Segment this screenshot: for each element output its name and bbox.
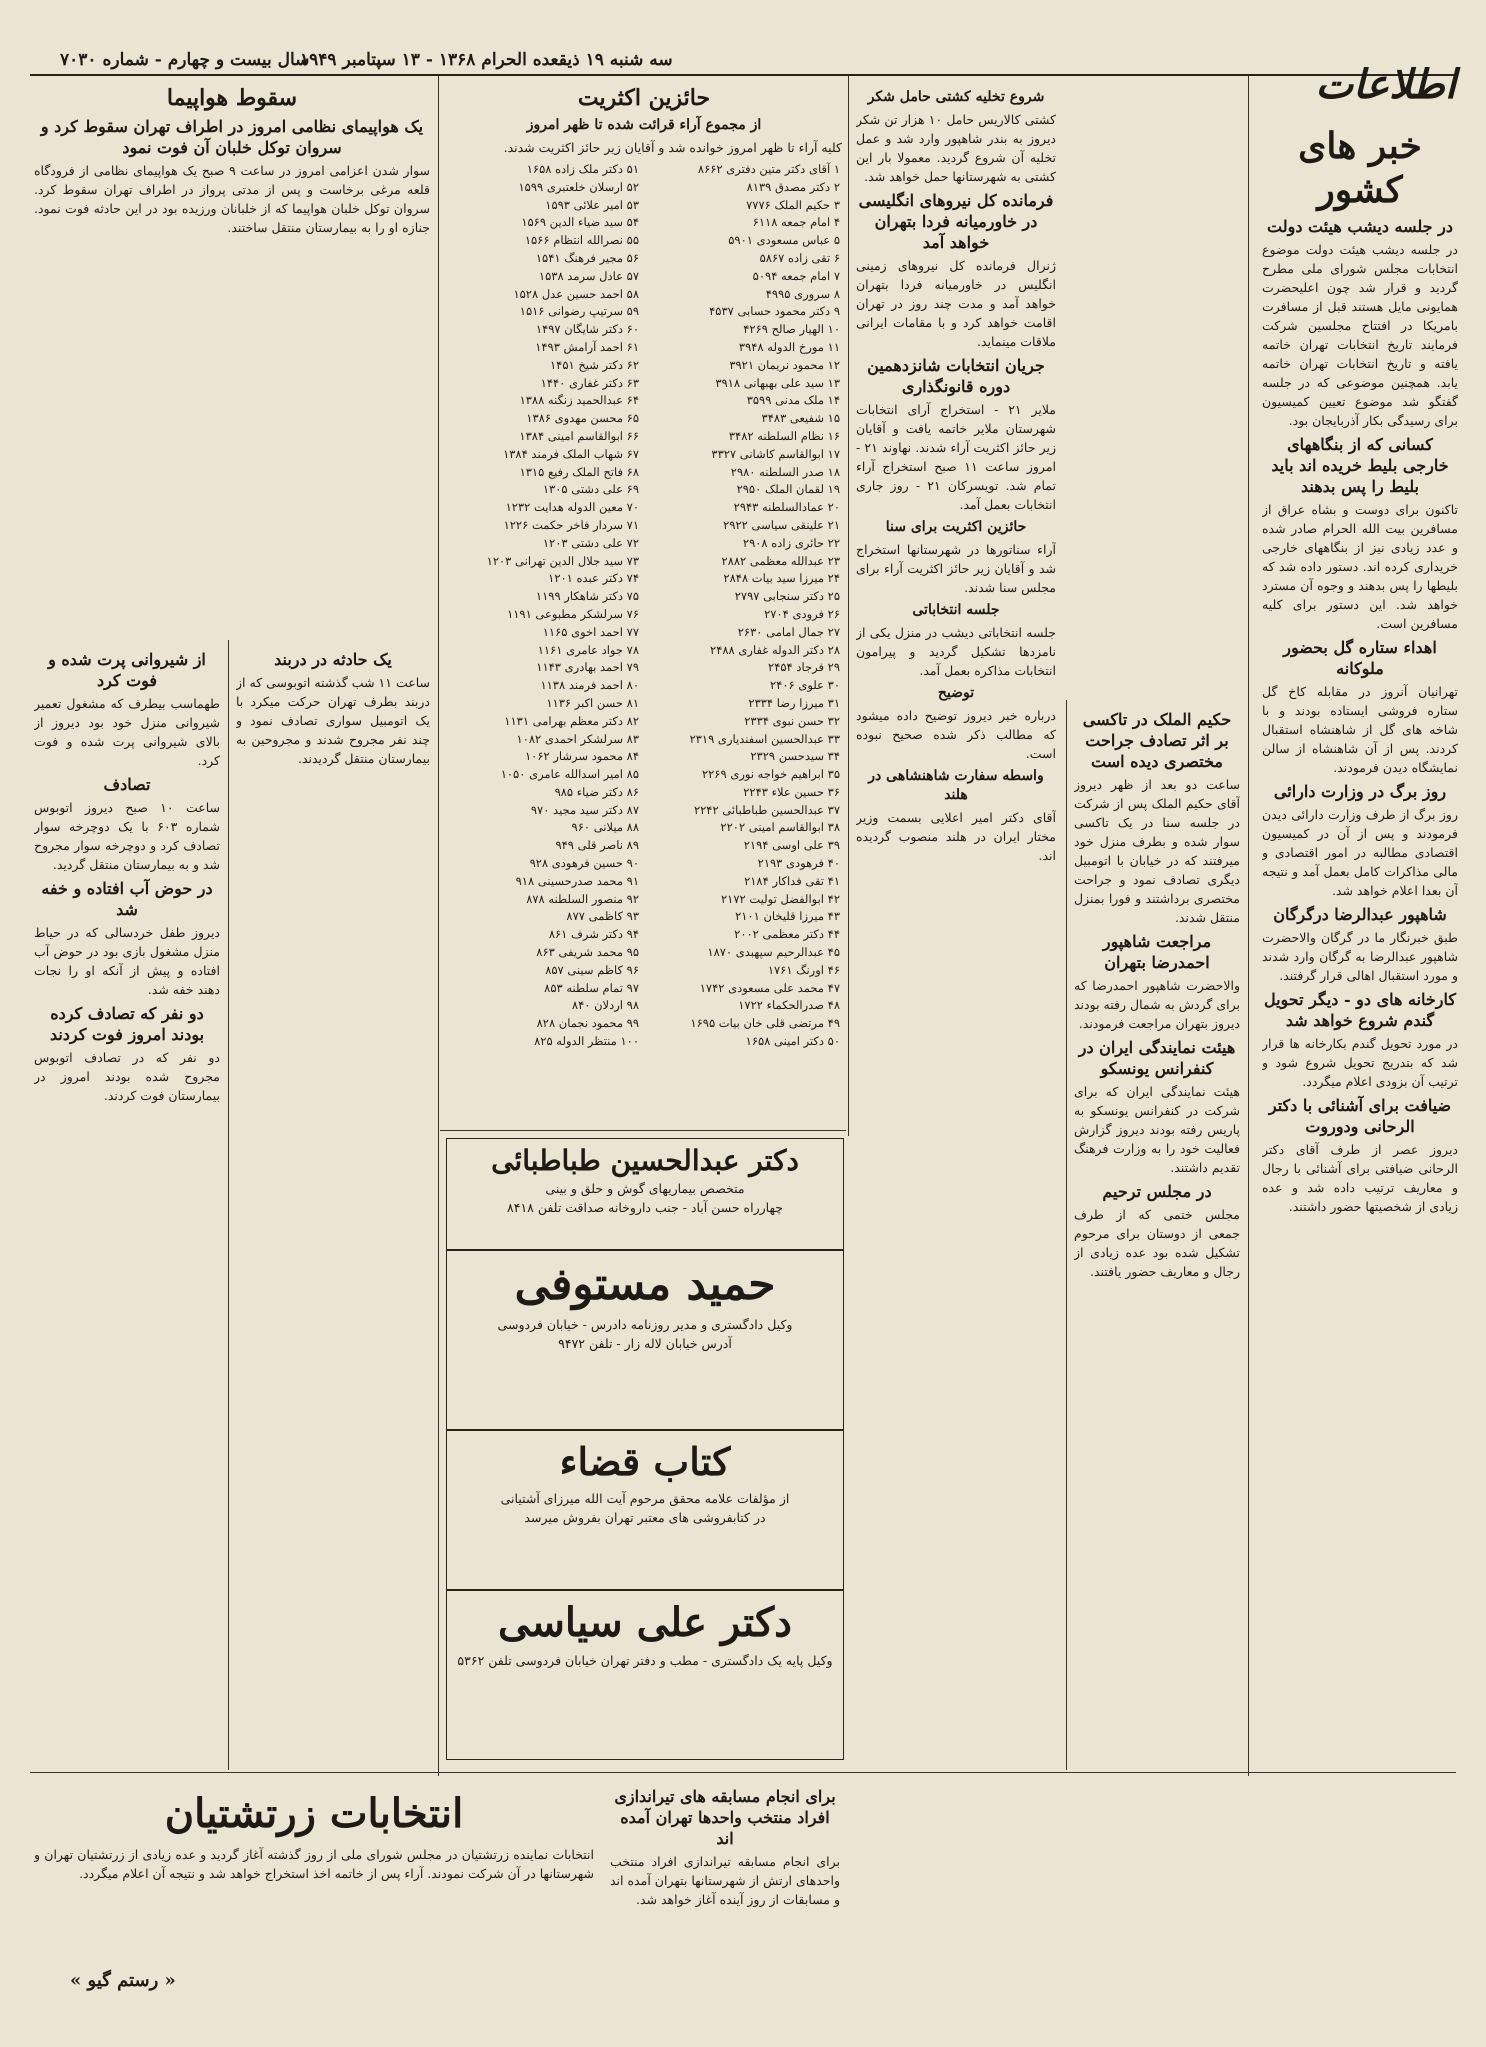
- results-entry: ۴۶ اورنگ ۱۷۶۱: [767, 962, 840, 977]
- ad-text: وکیل دادگستری و مدیر روزنامه دادرس - خیابان فردوسی: [497, 1317, 793, 1332]
- results-entry: ۹۳ کاظمی ۸۷۷: [566, 909, 639, 924]
- results-row: [647, 375, 842, 393]
- section-title: حائزین اکثریت: [577, 85, 711, 111]
- results-entry: ۶۷ شهاب الملک فرمند ۱۳۸۴: [503, 446, 639, 461]
- results-row: [647, 837, 842, 855]
- results-row: [647, 1033, 842, 1051]
- results-row: [647, 286, 842, 304]
- ad-dr-tabatabai: [446, 1138, 844, 1250]
- ad-text: وکیل پایه یک دادگستری - مطب و دفتر تهران خیابان فردوسی تلفن ۵۳۶۲: [457, 1653, 833, 1668]
- results-row: [446, 962, 641, 980]
- ad-title: کتاب قضاء: [559, 1439, 731, 1484]
- results-row: [647, 481, 842, 499]
- article-text: دو نفر که در تصادف اتوبوس مجروح شده بودند امروز در بیمارستان فوت کردند.: [34, 1050, 220, 1103]
- results-entry: ۹۱ محمد صدرحسینی ۹۱۸: [515, 873, 639, 888]
- results-row: [446, 837, 641, 855]
- article-text: در مورد تحویل گندم بکارخانه ها قرار شد که بتدریج تحویل شروع شود و ترتیب آن بزودی اعلام میگردد.: [1262, 1036, 1458, 1089]
- results-entry: ۲۲ حائری زاده ۲۹۰۸: [742, 535, 840, 550]
- results-entry: ۹۲ منصور السلطنه ۸۷۸: [526, 891, 639, 906]
- results-entry: ۷ امام جمعه ۵۰۹۴: [752, 268, 840, 283]
- results-row: [446, 695, 641, 713]
- results-entry: ۵۵ نصرالله انتظام ۱۵۶۶: [524, 233, 639, 248]
- headline: حائزین اکثریت برای سنا: [885, 519, 1027, 535]
- results-entry: ۳۳ عبدالحسین اسفندیاری ۲۳۱۹: [689, 731, 840, 746]
- article-text: جلسه انتخاباتی دیشب در منزل یکی از نامزدها تشکیل گردید و پیرامون انتخابات مذاکره بعمل آمد.: [856, 625, 1056, 678]
- ad-text: چهارراه حسن آباد - جنب داروخانه صداقت تلفن ۸۴۱۸: [507, 1200, 783, 1215]
- results-entry: ۳ حکیم الملک ۷۷۷۶: [746, 197, 840, 212]
- results-entry: ۷۸ جواد عامری ۱۱۶۱: [537, 642, 639, 657]
- results-row: [446, 392, 641, 410]
- results-row: [647, 553, 842, 571]
- results-entry: ۳۰ علوی ۲۴۰۶: [769, 678, 840, 693]
- results-entry: ۶۰ دکتر شایگان ۱۴۹۷: [535, 322, 639, 337]
- article-text: ساعت دو بعد از ظهر دیروز آقای حکیم الملک پس از شرکت در جلسه سنا در یک تاکسی سوار شده و بطرف منزل خود میرفتند که در خیابان با اتومبیل دیگری تصادف نمود و جراحت مختصری برداشتند و فورا بمنزل منتقل شدند.: [1074, 777, 1240, 925]
- results-entry: ۲۴ میرزا سید بیات ۲۸۴۸: [723, 571, 840, 586]
- results-row: [446, 553, 641, 571]
- article-text: مجلس ختمی که از طرف جمعی از دوستان برای مرحوم تشکیل شده بود عده زیادی از رجال و معاریف حضور یافتند.: [1074, 1207, 1240, 1279]
- results-row: [647, 570, 842, 588]
- headline: اهداء ستاره گل بحضور ملوکانه: [1283, 638, 1437, 678]
- results-entry: ۷۰ معین الدوله هدایت ۱۲۳۲: [505, 500, 639, 515]
- results-row: [647, 357, 842, 375]
- results-entry: ۷۴ دکتر عبده ۱۲۰۱: [548, 571, 639, 586]
- article-text: طهماسب بیطرف که مشغول تعمیر شیروانی منزل خود بود دیروز از بالای شیروانی پرت شده و فوت کرد.: [34, 696, 220, 768]
- results-row: [446, 410, 641, 428]
- results-row: [446, 642, 641, 660]
- article-text: ملایر ۲۱ - استخراج آرای انتخابات شهرستان ملایر خاتمه یافت و آقایان زیر حائز اکثریت آراء شدند. نهاوند ۲۱ - امروز ساعت ۱۱ صبح استخراج آراء تمام شد. تویسرکان ۲۱ - روز جاری انتخابات بعمل آمد.: [856, 402, 1056, 512]
- results-row: [647, 517, 842, 535]
- results-entry: ۲۶ فرودی ۲۷۰۴: [764, 606, 840, 621]
- column-rule: [1248, 76, 1249, 1776]
- results-entry: ۵۸ احمد حسین عدل ۱۵۲۸: [513, 286, 639, 301]
- results-row: [647, 161, 842, 179]
- results-row: [647, 303, 842, 321]
- article-text: سوار شدن اعزامی امروز در ساعت ۹ صبح یک هواپیمای نظامی از فرودگاه قلعه مرغی برخاست و پس از مدتی پرواز در اطراف تهران سقوط کرد. سروان توکل خلبان هواپیما که از خلبانان ورزیده بود در این حادثه فوت نمود. جنازه او را به بیمارستان منتقل ساختند.: [34, 163, 430, 235]
- results-row: [446, 1033, 641, 1051]
- results-row: [446, 1015, 641, 1033]
- headline: کارخانه های دو - دیگر تحویل گندم شروع خواهد شد: [1263, 990, 1457, 1030]
- results-row: [647, 819, 842, 837]
- results-row: [647, 499, 842, 517]
- results-entry: ۱۵ شفیعی ۳۴۸۳: [761, 411, 840, 426]
- results-entry: ۴۰ فرهودی ۲۱۹۳: [757, 856, 840, 871]
- results-entry: ۴۵ عبدالرحیم سپهبدی ۱۸۷۰: [707, 945, 840, 960]
- section-title: خبر های کشور: [1298, 125, 1422, 211]
- results-row: [446, 802, 641, 820]
- headline: تصادف: [103, 775, 151, 794]
- results-row: [446, 375, 641, 393]
- headline: یک حادثه در دربند: [274, 650, 392, 669]
- results-row: [647, 713, 842, 731]
- article-text: هیئت نمایندگی ایران که برای شرکت در کنفرانس یونسکو به پاریس رفته بودند دیروز گزارش فعالیت خود را به وزارت فرهنگ تقدیم داشتند.: [1074, 1084, 1240, 1175]
- ad-title: حمید مستوفی: [514, 1259, 776, 1310]
- results-entry: ۳۵ ابراهیم خواجه نوری ۲۲۶۹: [701, 767, 840, 782]
- results-list-a: [647, 161, 842, 1051]
- headline: دو نفر که تصادف کرده بودند امروز فوت کردند: [49, 1004, 205, 1044]
- column-rule: [848, 76, 849, 1136]
- results-entry: ۲۱ علینقی سیاسی ۲۹۲۲: [723, 517, 840, 532]
- results-row: [446, 997, 641, 1015]
- results-row: [446, 303, 641, 321]
- results-entry: ۱۱ مورخ الدوله ۳۹۴۸: [738, 339, 840, 354]
- masthead-bar: [30, 40, 1456, 76]
- results-row: [647, 446, 842, 464]
- results-entry: ۷۵ دکتر شاهکار ۱۱۹۹: [535, 589, 639, 604]
- results-row: [446, 339, 641, 357]
- results-entry: ۳۲ حسن نبوی ۲۳۳۴: [744, 713, 840, 728]
- column-rule: [1066, 700, 1067, 1770]
- results-row: [446, 481, 641, 499]
- results-row: [647, 232, 842, 250]
- results-row: [647, 179, 842, 197]
- results-entry: ۵۷ عادل سرمد ۱۵۳۸: [538, 268, 639, 283]
- headline: جلسه انتخاباتی: [912, 602, 1000, 618]
- results-entry: ۸۲ دکتر معظم بهرامی ۱۱۳۱: [504, 713, 639, 728]
- results-row: [446, 570, 641, 588]
- shooting-competition: [610, 1782, 840, 2032]
- results-entry: ۸۸ میلانی ۹۶۰: [571, 820, 639, 835]
- results-row: [647, 642, 842, 660]
- results-row: [446, 606, 641, 624]
- headline: شروع تخلیه کشتی حامل شکر: [867, 89, 1045, 105]
- results-table-wrapper: [446, 161, 842, 1051]
- results-entry: ۷۱ سردار فاخر حکمت ۱۲۲۶: [503, 517, 639, 532]
- article-text: تاکنون برای دوست و بشاه عراق از مسافرین بیت الله الحرام صادر شده و عدد زیادی نیز از بنگاههای خارجی خریداری کرده اند. دستور داده شد که بلیطها را پس بدهند و وجوه آن مسترد خواهد شد. این دستور برای کلیه مسافرین است.: [1262, 502, 1458, 631]
- results-row: [647, 944, 842, 962]
- results-row: [446, 980, 641, 998]
- results-row: [647, 962, 842, 980]
- results-row: [647, 766, 842, 784]
- zoroastrian-election: [34, 1782, 594, 2032]
- results-entry: ۶۲ دکتر شیخ ۱۴۵۱: [550, 357, 639, 372]
- results-entry: ۵ عباس مسعودی ۵۹۰۱: [728, 233, 840, 248]
- section-subtitle: یک هواپیمای نظامی امروز در اطراف تهران سقوط کرد و سروان توکل خلبان آن فوت نمود: [40, 117, 424, 157]
- results-entry: ۱۷ ابوالقاسم کاشانی ۳۳۲۷: [711, 446, 840, 461]
- results-row: [647, 535, 842, 553]
- results-entry: ۲۳ عبدالله معظمی ۲۸۸۲: [721, 553, 840, 568]
- results-row: [446, 535, 641, 553]
- headline: برای انجام مسابقه های تیراندازی افراد منتخب واحدها تهران آمده اند: [614, 1787, 836, 1848]
- article-text: طبق خبرنگار ما در گرگان والاحضرت شاهپور عبدالرضا به گرگان وارد شدند و مورد استقبال اهالی قرار گرفتند.: [1262, 930, 1458, 983]
- results-entry: ۸ سروری ۴۹۹۵: [765, 286, 840, 301]
- results-entry: ۸۱ حسن اکبر ۱۱۳۶: [546, 695, 639, 710]
- headline: توضیح: [937, 685, 975, 701]
- article-text: برای انجام مسابقه تیراندازی افراد منتخب واحدهای ارتش از شهرستانها بتهران آمده اند و مسابقات از روز آینده آغاز خواهد شد.: [610, 1854, 840, 1907]
- results-row: [446, 677, 641, 695]
- results-entry: ۲۷ جمال امامی ۲۶۳۰: [737, 624, 840, 639]
- ad-hamid-mostofi: [446, 1250, 844, 1430]
- results-entry: ۴۷ محمد علی مسعودی ۱۷۴۲: [699, 980, 840, 995]
- results-row: [446, 659, 641, 677]
- headline: در مجلس ترحیم: [1102, 1182, 1212, 1201]
- results-entry: ۵۴ سید ضیاء الدین ۱۵۶۹: [521, 215, 639, 230]
- news-column-3: [856, 84, 1056, 1764]
- results-entry: ۳۸ ابوالقاسم امینی ۲۲۰۲: [720, 820, 840, 835]
- results-row: [446, 321, 641, 339]
- results-entry: ۱۰ الهیار صالح ۴۲۶۹: [743, 322, 840, 337]
- results-entry: ۴۲ ابوالفضل تولیت ۲۱۷۲: [721, 891, 840, 906]
- results-row: [446, 232, 641, 250]
- results-entry: ۸۴ محمود سرشار ۱۰۶۲: [524, 749, 639, 764]
- results-entry: ۱۹ لقمان الملک ۲۹۵۰: [736, 482, 840, 497]
- results-entry: ۳۶ حسین علاء ۲۲۴۳: [743, 784, 840, 799]
- results-row: [446, 784, 641, 802]
- results-row: [446, 286, 641, 304]
- article-text: دیروز طفل خردسالی که در حیاط منزل مشغول بازی بود در حوض آب افتاده و پیش از آنکه او را نجات دهند خفه شد.: [34, 925, 220, 997]
- results-row: [446, 748, 641, 766]
- results-row: [446, 197, 641, 215]
- news-column-5c: [236, 645, 430, 1765]
- results-entry: ۱۶ نظام السلطنه ۳۴۸۲: [728, 428, 840, 443]
- section-rule: [30, 1772, 1456, 1773]
- article-text: کشتی کالاریس حامل ۱۰ هزار تن شکر دیروز به بندر شاهپور وارد شد و عمل تخلیه آن شروع گردید. معمولا بار این کشتی به شهرستانها حمل خواهد شد.: [856, 112, 1056, 184]
- results-entry: ۲ دکتر مصدق ۸۱۳۹: [746, 179, 840, 194]
- results-row: [446, 588, 641, 606]
- ad-text: در کتابفروشی های معتبر تهران بفروش میرسد: [524, 1510, 766, 1525]
- results-entry: ۷۳ سید جلال الدین تهرانی ۱۲۰۳: [486, 553, 639, 568]
- results-row: [446, 731, 641, 749]
- headline: انتخابات زرتشتیان: [164, 1790, 464, 1837]
- results-row: [647, 659, 842, 677]
- results-entry: ۸۳ سرلشکر احمدی ۱۰۸۲: [516, 731, 639, 746]
- results-entry: ۱۲ محمود نریمان ۳۹۲۱: [729, 357, 840, 372]
- ad-text: از مؤلفات علامه محقق مرحوم آیت الله میرزای آشتیانی: [500, 1491, 790, 1506]
- results-row: [647, 392, 842, 410]
- results-entry: ۵۰ دکتر امینی ۱۶۵۸: [745, 1034, 840, 1049]
- results-entry: ۶۵ محسن مهدوی ۱۳۸۶: [526, 411, 639, 426]
- results-entry: ۶۶ ابوالقاسم امینی ۱۳۸۴: [519, 428, 639, 443]
- results-row: [647, 197, 842, 215]
- results-entry: ۷۷ احمد اخوی ۱۱۶۵: [542, 624, 639, 639]
- results-entry: ۱ آقای دکتر متین دفتری ۸۶۶۲: [697, 162, 840, 176]
- results-row: [446, 464, 641, 482]
- results-row: [446, 161, 641, 179]
- results-entry: ۸۹ ناصر قلی ۹۴۹: [555, 838, 639, 853]
- results-row: [446, 624, 641, 642]
- results-row: [647, 1015, 842, 1033]
- results-row: [647, 588, 842, 606]
- results-entry: ۳۱ میرزا رضا ۲۳۳۴: [748, 695, 840, 710]
- results-row: [647, 695, 842, 713]
- results-row: [647, 997, 842, 1015]
- results-entry: ۹۸ اردلان ۸۴۰: [571, 998, 639, 1013]
- results-row: [446, 250, 641, 268]
- results-row: [446, 268, 641, 286]
- section-rule: [440, 1130, 846, 1131]
- results-entry: ۷۹ احمد بهادری ۱۱۴۳: [536, 660, 639, 675]
- ad-book: [446, 1430, 844, 1590]
- results-row: [446, 855, 641, 873]
- results-entry: ۶۳ دکتر غفاری ۱۴۴۰: [540, 375, 639, 390]
- results-entry: ۵۶ مجیر فرهنگ ۱۵۴۱: [535, 250, 639, 265]
- results-entry: ۱۸ صدر السلطنه ۲۹۸۰: [730, 464, 840, 479]
- results-entry: ۶۹ علی دشتی ۱۳۰۵: [542, 482, 639, 497]
- article-text: انتخابات نماینده زرتشتیان در مجلس شورای ملی از روز گذشته آغاز گردید و عده زیادی از زرتشتیان تهران و شهرستانها در آن شرکت نمودند. آراء پس از خاتمه اخذ استخراج خواهد شد و نتیجه آن اعلام میگردد.: [34, 1847, 594, 1881]
- results-entry: ۱۴ ملک مدنی ۳۵۹۹: [746, 393, 840, 408]
- results-row: [647, 268, 842, 286]
- results-entry: ۶۱ احمد آرامش ۱۴۹۳: [535, 339, 639, 354]
- results-entry: ۸۶ دکتر ضیاء ۹۸۵: [554, 784, 639, 799]
- masthead-date: سه شنبه ۱۹ ذیقعده الحرام ۱۳۶۸ - ۱۳ سپتامبر ۱۹۴۹: [300, 50, 673, 70]
- results-row: [446, 891, 641, 909]
- section-title: سقوط هواپیما: [166, 85, 298, 111]
- results-entry: ۴۴ دکتر معظمی ۲۰۰۲: [734, 927, 840, 942]
- news-column-2: [1074, 705, 1240, 1765]
- results-entry: ۹۴ دکتر شرف ۸۶۱: [548, 927, 639, 942]
- news-column-5: [34, 80, 430, 635]
- results-entry: ۲۹ فرجاد ۲۴۵۴: [768, 660, 840, 675]
- results-row: [446, 517, 641, 535]
- results-entry: ۹۰ حسین فرهودی ۹۲۸: [529, 856, 639, 871]
- byline: « رستم گیو »: [70, 1970, 176, 1991]
- news-column: [1262, 120, 1458, 1770]
- headline: در حوض آب افتاده و خفه شد: [41, 879, 213, 919]
- results-row: [446, 766, 641, 784]
- results-row: [446, 908, 641, 926]
- results-entry: ۴ امام جمعه ۶۱۱۸: [752, 215, 840, 230]
- results-entry: ۶ تقی زاده ۵۸۶۷: [759, 250, 840, 265]
- newspaper-logo: اطلاعات: [1315, 61, 1456, 108]
- results-entry: ۵۱ دکتر ملک زاده ۱۶۵۸: [526, 162, 639, 176]
- headline: شاهپور عبدالرضا درگرگان: [1273, 905, 1447, 924]
- election-results: [446, 80, 842, 1125]
- results-entry: ۳۹ علی اوسی ۲۱۹۴: [743, 838, 840, 853]
- results-entry: ۸۰ احمد فرمند ۱۱۳۸: [540, 678, 639, 693]
- results-row: [647, 855, 842, 873]
- article-text: ساعت ۱۰ صبح دیروز اتوبوس شماره ۶۰۳ با یک دوچرخه سوار تصادف کرد و دوچرخه سوار مجروح شد و به بیمارستان منتقل گردید.: [34, 800, 220, 872]
- results-entry: ۵۳ امیر علائی ۱۵۹۳: [545, 197, 639, 212]
- results-entry: ۷۲ علی دشتی ۱۲۰۳: [542, 535, 639, 550]
- results-entry: ۹ دکتر محمود حسابی ۴۵۳۷: [709, 304, 840, 319]
- results-row: [446, 357, 641, 375]
- headline: هیئت نمایندگی ایران در کنفرانس یونسکو: [1078, 1038, 1236, 1078]
- section-subtitle: از مجموع آراء قرائت شده تا ظهر امروز: [526, 117, 762, 133]
- results-entry: ۲۵ دکتر سنجابی ۲۷۹۷: [734, 589, 840, 604]
- article-text: درباره خبر دیروز توضیح داده میشود که مطالب ذکر شده صحیح نبوده است.: [856, 708, 1056, 761]
- results-row: [446, 179, 641, 197]
- results-entry: ۹۷ تمام سلطنه ۸۵۳: [544, 980, 639, 995]
- results-entry: ۱۳ سید علی بهبهانی ۳۹۱۸: [715, 375, 840, 390]
- headline: جریان انتخابات شانزدهمین دوره قانونگذاری: [867, 356, 1045, 396]
- results-entry: ۴۳ میرزا قلیخان ۲۱۰۱: [735, 909, 840, 924]
- results-row: [647, 606, 842, 624]
- results-row: [647, 321, 842, 339]
- results-row: [647, 250, 842, 268]
- headline: مراجعت شاهپور احمدرضا بتهران: [1102, 932, 1212, 972]
- ad-dr-siasi: [446, 1590, 844, 1760]
- headline: از شیروانی پرت شده و فوت کرد: [48, 650, 206, 690]
- results-list-b: [446, 161, 641, 1051]
- results-entry: ۳۴ سیدحسن ۲۳۲۹: [750, 749, 840, 764]
- results-row: [446, 446, 641, 464]
- article-text: والاحضرت شاهپور احمدرضا که برای گردش به شمال رفته بودند دیروز بتهران مراجعت فرمودند.: [1074, 978, 1240, 1031]
- headline: کسانی که از بنگاههای خارجی بلیط خریده اند باید بلیط را پس بدهند: [1271, 435, 1449, 496]
- headline: روز برگ در وزارت دارائی: [1273, 782, 1447, 801]
- headline: ضیافت برای آشنائی با دکتر الرحانی ودوروت: [1268, 1096, 1452, 1136]
- results-row: [647, 339, 842, 357]
- results-entry: ۳۷ عبدالحسین طباطبائی ۲۲۴۲: [693, 802, 840, 817]
- results-entry: ۲۰ عمادالسلطنه ۲۹۴۳: [733, 500, 840, 515]
- results-row: [647, 748, 842, 766]
- article-text: دیروز عصر از طرف آقای دکتر الرحانی ضیافتی برای آشنائی با رجال و معاریف ترتیب داده شد و عده زیادی از شخصیتها حضور داشتند.: [1262, 1142, 1458, 1214]
- article-text: کلیه آراء تا ظهر امروز خوانده شد و آقایان زیر حائز اکثریت شدند.: [503, 140, 842, 155]
- results-row: [446, 428, 641, 446]
- results-row: [647, 891, 842, 909]
- results-row: [446, 819, 641, 837]
- results-entry: ۵۲ ارسلان خلعتبری ۱۵۹۹: [518, 179, 639, 194]
- results-row: [446, 499, 641, 517]
- article-text: روز برگ از طرف وزارت دارائی دیدن فرمودند و پس از آن در کمیسیون اقتصادی مطالبه در امور اقتصادی و مالی مذاکرات کامل بعمل آمد و نتیجه آن بعدا اعلام خواهد شد.: [1262, 807, 1458, 898]
- results-row: [446, 214, 641, 232]
- results-entry: ۸۵ امیر اسدالله عامری ۱۰۵۰: [500, 767, 639, 782]
- results-row: [647, 784, 842, 802]
- results-entry: ۴۸ صدرالحکماء ۱۷۲۲: [738, 998, 840, 1013]
- article-text: در جلسه دیشب هیئت دولت موضوع انتخابات مجلس شورای ملی مطرح گردید و قرار شد چون اعلیحضرت همایونی مایل هستند قبل از مسافرت بامریکا در افتتاح مجلسین شرکت فرمایند تاریخ انتخابات تهران خاتمه یافته و تاریخ انتخابات تهران خاتمه یابد. همچنین موضوعی که در جلسه گفتگو شد موضوع تعیین کمیسیون برای رسیدگی بکار آذربایجان بود.: [1262, 242, 1458, 428]
- article-text: ساعت ۱۱ شب گذشته اتوبوسی که از دربند بطرف تهران حرکت میکرد با یک اتومبیل سواری تصادف نمود و چند نفر مجروح شدند و مجروحین به بیمارستان منتقل گردیدند.: [236, 675, 430, 766]
- column-rule: [228, 640, 229, 1770]
- news-column-5b: [34, 645, 220, 1765]
- article-text: ژنرال فرمانده کل نیروهای زمینی انگلیس در خاورمیانه فردا بتهران خواهد آمد و مدت چند روز در تهران اقامت خواهد کرد و با مقامات ایرانی ملاقات مینماید.: [856, 258, 1056, 349]
- results-entry: ۹۶ کاظم سینی ۸۵۷: [545, 962, 639, 977]
- ad-text: متخصص بیماریهای گوش و حلق و بینی: [545, 1181, 745, 1196]
- article-text: آقای دکتر امیر اعلایی بسمت وزیر مختار ایران در هلند منصوب گردیده اند.: [856, 810, 1056, 863]
- results-entry: ۲۸ دکتر الدوله غفاری ۲۴۸۸: [710, 642, 840, 657]
- results-entry: ۶۴ عبدالحمید زنگنه ۱۳۸۸: [519, 393, 639, 408]
- column-rule: [438, 76, 439, 1776]
- results-entry: ۹۹ محمود نجمان ۸۲۸: [536, 1016, 639, 1031]
- results-row: [647, 677, 842, 695]
- headline: فرمانده کل نیروهای انگلیسی در خاورمیانه فردا بتهران خواهد آمد: [858, 191, 1054, 252]
- results-row: [647, 624, 842, 642]
- results-entry: ۸۷ دکتر سید مجید ۹۷۰: [530, 802, 639, 817]
- results-entry: ۵۹ سرتیپ رضوانی ۱۵۱۶: [519, 304, 639, 319]
- results-entry: ۱۰۰ منتظر الدوله ۸۲۵: [534, 1034, 639, 1049]
- headline: واسطه سفارت شاهنشاهی در هلند: [868, 768, 1044, 803]
- headline: در جلسه دیشب هیئت دولت: [1267, 217, 1453, 236]
- results-row: [446, 713, 641, 731]
- results-row: [647, 802, 842, 820]
- results-row: [647, 214, 842, 232]
- results-entry: ۶۸ فاتح الملک رفیع ۱۳۱۵: [519, 464, 639, 479]
- ad-title: دکتر عبدالحسین طباطبائی: [491, 1144, 799, 1177]
- results-row: [647, 980, 842, 998]
- results-entry: ۴۱ تقی فداکار ۲۱۸۴: [744, 873, 840, 888]
- results-row: [647, 908, 842, 926]
- results-entry: ۷۶ سرلشکر مطبوعی ۱۱۹۱: [507, 606, 639, 621]
- results-entry: ۴۹ مرتضی قلی خان بیات ۱۶۹۵: [690, 1016, 840, 1031]
- results-row: [647, 428, 842, 446]
- headline: حکیم الملک در تاکسی بر اثر تصادف جراحت مختصری دیده است: [1082, 710, 1232, 771]
- results-row: [446, 873, 641, 891]
- results-row: [647, 731, 842, 749]
- article-text: آراء سناتورها در شهرستانها استخراج شد و آقایان زیر حائز اکثریت آراء برای مجلس سنا شدند.: [856, 542, 1056, 595]
- results-row: [446, 944, 641, 962]
- results-row: [647, 873, 842, 891]
- masthead-issue: سال بیست و چهارم - شماره ۷۰۳۰: [60, 50, 310, 70]
- results-row: [647, 464, 842, 482]
- results-entry: ۹۵ محمد شریفی ۸۶۳: [536, 945, 639, 960]
- ad-text: آدرس خیابان لاله زار - تلفن ۹۴۷۲: [558, 1336, 732, 1351]
- ad-title: دکتر علی سیاسی: [498, 1599, 792, 1646]
- results-row: [446, 926, 641, 944]
- results-row: [647, 926, 842, 944]
- results-row: [647, 410, 842, 428]
- article-text: تهرانیان آنروز در مقابله کاخ گل ستاره فروشی ایستاده بودند و با شاخه های گل از شاهنشاه استقبال کردند. پس از آن شاهنشاه از سالن نمایشگاه دیدن فرمودند.: [1262, 684, 1458, 775]
